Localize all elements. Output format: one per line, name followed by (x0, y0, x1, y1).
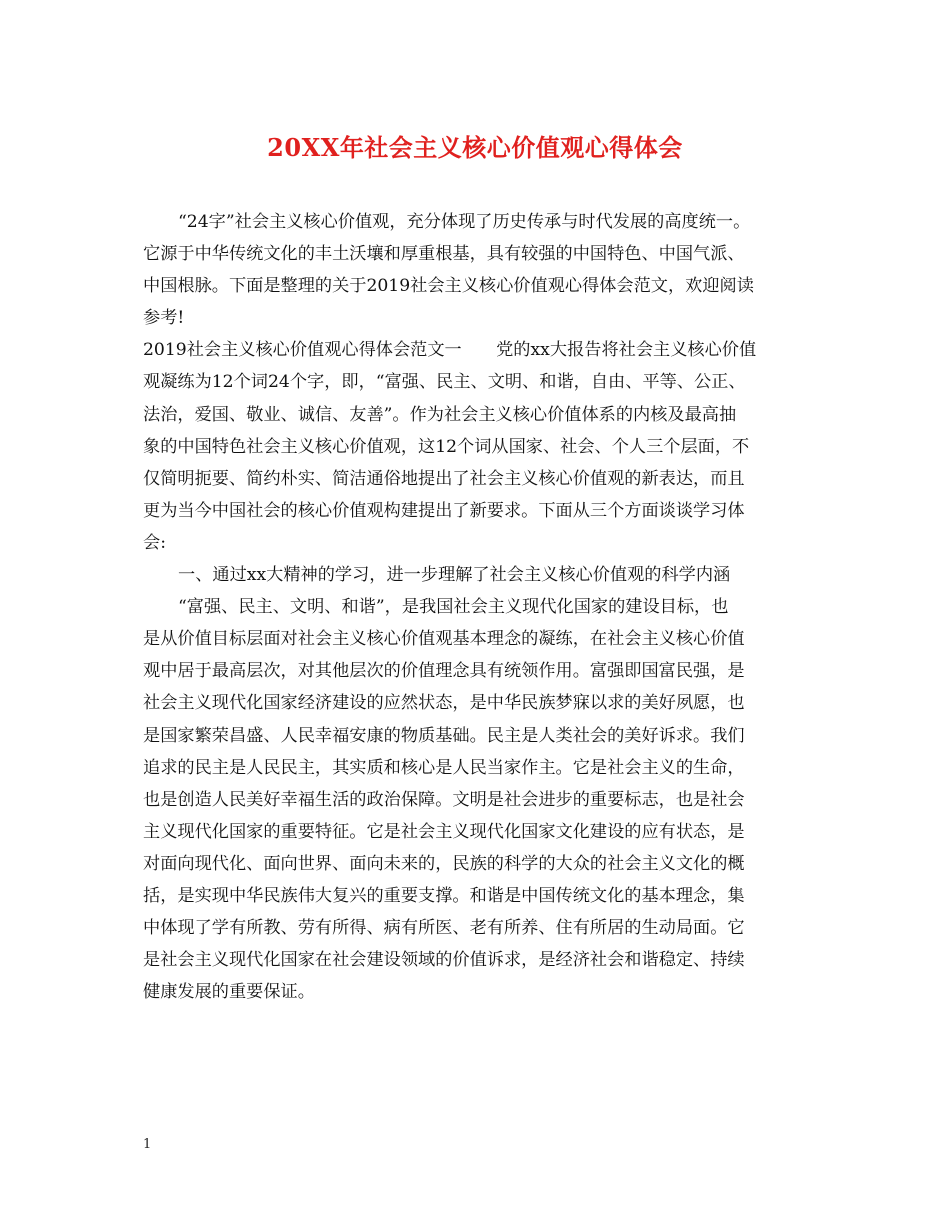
body-line: 观凝练为12个词24个字，即，“富强、民主、文明、和谐，自由、平等、公正、 (143, 372, 746, 393)
body-line: 仅简明扼要、简约朴实、简洁通俗地提出了社会主义核心价值观的新表达，而且 (143, 468, 745, 489)
body-line: “24字”社会主义核心价值观，充分体现了历史传承与时代发展的高度统一。 (178, 212, 751, 232)
document-title: 20XX年社会主义核心价值观心得体会 (267, 133, 683, 162)
body-line: “富强、民主、文明、和谐”，是我国社会主义现代化国家的建设目标，也 (178, 597, 729, 618)
body-line: 参考! (143, 308, 185, 329)
body-line: 观中居于最高层次，对其他层次的价值理念具有统领作用。富强即国富民强，是 (143, 661, 745, 682)
body-line: 更为当今中国社会的核心价值观构建提出了新要求。下面从三个方面谈谈学习体 (143, 500, 745, 521)
body-line: 括，是实现中华民族伟大复兴的重要支撑。和谐是中国传统文化的基本理念，集 (143, 885, 745, 906)
body-line: 是从价值目标层面对社会主义核心价值观基本理念的凝练，在社会主义核心价值 (143, 629, 745, 650)
body-line: 对面向现代化、面向世界、面向未来的，民族的科学的大众的社会主义文化的概 (143, 853, 745, 874)
body-line: 中体现了学有所教、劳有所得、病有所医、老有所养、住有所居的生动局面。它 (143, 918, 745, 939)
body-line: 追求的民主是人民民主，其实质和核心是人民当家作主。它是社会主义的生命， (143, 757, 745, 778)
body-line: 社会主义现代化国家经济建设的应然状态，是中华民族梦寐以求的美好夙愿，也 (143, 693, 745, 714)
body-line: 一、通过xx大精神的学习，进一步理解了社会主义核心价值观的科学内涵 (178, 565, 731, 586)
body-line: 象的中国特色社会主义核心价值观，这12个词从国家、社会、个人三个层面，不 (143, 436, 750, 457)
body-line: 它源于中华传统文化的丰土沃壤和厚重根基，具有较强的中国特色、中国气派、 (143, 244, 745, 265)
body-line: 会: (143, 532, 166, 553)
body-line: 是社会主义现代化国家在社会建设领域的价值诉求，是经济社会和谐稳定、持续 (143, 950, 745, 971)
body-line: 健康发展的重要保证。 (143, 982, 315, 1003)
body-line: 2019社会主义核心价值观心得体会范文一 党的xx大报告将社会主义核心价值 (143, 340, 757, 361)
body-line: 中国根脉。下面是整理的关于2019社会主义核心价值观心得体会范文，欢迎阅读 (143, 276, 754, 297)
document-body (143, 206, 815, 1008)
page-number: 1 (143, 1137, 152, 1152)
body-line: 是国家繁荣昌盛、人民幸福安康的物质基础。民主是人类社会的美好诉求。我们 (143, 725, 745, 746)
body-line: 法治，爱国、敬业、诚信、友善”。作为社会主义核心价值体系的内核及最高抽 (143, 404, 737, 425)
body-line: 主义现代化国家的重要特征。它是社会主义现代化国家文化建设的应有状态，是 (143, 821, 745, 842)
body-line: 也是创造人民美好幸福生活的政治保障。文明是社会进步的重要标志，也是社会 (143, 789, 745, 810)
